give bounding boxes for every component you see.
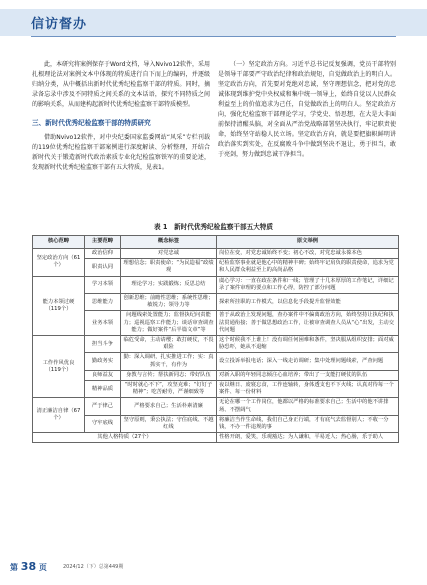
main-category-cell: 职责认同	[85, 259, 121, 276]
traits-table-container	[32, 235, 398, 443]
quote-cell: 对新入职的年轻同志倾注心血培养；带出了一支能打硬仗的队伍	[217, 370, 399, 380]
concept-tag-cell: “时时就心不下”，攻坚克难；“钉钉子精神”；吃苦耐劳，严谨细致等	[121, 381, 217, 398]
core-category-cell: 坚定政治方向（61个）	[33, 249, 85, 277]
section-heading: 三、新时代优秀纪检监察干部的特质研究	[32, 119, 151, 127]
concept-tag-cell: 理论学习；实践锻炼；反思总结	[121, 276, 217, 293]
main-category-cell: 良师益友	[85, 370, 121, 380]
concept-tag-cell: 对党忠诚	[121, 249, 217, 259]
header-rule	[31, 36, 396, 37]
main-category-cell: 守牢底线	[85, 415, 121, 432]
table-row	[33, 370, 399, 380]
concept-tag-cell: 坚守原则，秉公执法；守住底线、不越红线	[121, 415, 217, 432]
header-concept: 概念标签	[121, 236, 217, 249]
paragraph: 借助Nvivo12软件，对中央纪委国家监委网站“风采”专栏刊载的119位优秀纪检监察干部案例进行深度解读、分析整理，开结合新时代关于锻造新时代政治素质专业化纪检监察铁军的重要论述，发现新时代优秀纪检监察干部有五大特质，见表1。	[32, 134, 210, 171]
page-prefix: 第	[10, 563, 18, 572]
main-category-cell: 担当斗争	[85, 336, 121, 353]
concept-tag-cell: 临危受命，主动请缨；敢打硬仗，不畏艰险	[121, 336, 217, 353]
quote-cell: 无论在哪一个工作岗位，他都以严格的标准要求自己；生活中的他不讲排场、不摆阔气	[217, 398, 399, 415]
main-category-cell: 勤政务实	[85, 353, 121, 370]
header-core: 核心范畴	[33, 236, 85, 249]
table-row	[33, 398, 399, 415]
table-row	[33, 433, 399, 443]
quote-cell: 虞心学习：一直在政在条件和一线；管理了十几本厚厚的工作笔记，详细记录了案件审理的要点和工作心得，防控了部分问题	[217, 276, 399, 293]
paragraph: （一）坚定政治方向。习近平总书记反复强调，党员干部特别是领导干部要严守政治纪律和政治规矩，自觉做政治上的明白人。坚定政治方向，首先要对党绝对忠诚，坚守理想信念，把对党的忠诚体现到维护党中央权威和集中统一领导上，始终自觉以人民群众利益至上的价值追求为己任，自觉做政治上的明白人。坚定政治方向，强化纪检监察干部理论学习，学党史、悟思想，在大是大非面前保持清醒头脑，对全面从严治党战略部署坚决执行，牢记职责使命，始终坚守站稳人民立场。坚定政治方向，就是要把旗帜鲜明讲政治落实到实处，在反腐败斗争中做到坚决不退让，勇于担当，敢于亮剑，努力做到忠诚干净担当。	[218, 61, 396, 158]
main-category-cell: 严于律己	[85, 398, 121, 415]
other-traits-cell: 其他人格特质（27个）	[33, 433, 217, 443]
paragraph: 此，本研究将案例保存于Word文档，导入Nvivo12软件，采用扎根理论法对案例文本中体现的特质进行自下而上的编码，并逐级归纳分类，从中概括出新时代优秀纪检监察干部的特质。同时，摘录备忘录中涉及不同特质之间关系的文本话语，探究不同特质之间的影响关系，从而建构起新时代优秀纪检监察干部特质模型。	[32, 61, 210, 108]
table-row	[33, 249, 399, 259]
right-text-column	[218, 60, 396, 160]
concept-tag-cell: 创新思维；前瞻性思维；系统性思维；敏锐力；领导力等	[121, 294, 217, 311]
quote-cell: 设立投诉举报电话；深入一线走访调研；集中处理问题线索，严查问题	[217, 353, 399, 370]
quote-cell: 善于从政治上发现问题，查办案件中不偏离政治方向，始终坚持让执纪和执法贯通衔接；善于做思想政治工作，让被审查调查人员从“心”出发，主动交代问题	[217, 311, 399, 336]
concept-tag-cell: 理想信念；职责使命；“为民造福”政绩观	[121, 259, 217, 276]
table-header-row	[33, 236, 399, 249]
core-category-cell: 清正廉洁自律（67个）	[33, 398, 85, 433]
quote-cell: 岗位在变，对党忠诚始终不变；初心不改，对党忠诚永葆本色	[217, 249, 399, 259]
quote-cell: 夜以继日、废寝忘食，工作连轴转，身体透支也不下火线；认真对待每一个案件、每一份材料	[217, 381, 399, 398]
quote-cell: 探索所挂职的工作模式，以信息化手段提升监督效能	[217, 294, 399, 311]
concept-tag-cell: 严格要求自己；生活朴素清廉	[121, 398, 217, 415]
issue-info: 2024/12（下）总第449期	[63, 564, 124, 570]
table-row	[33, 311, 399, 336]
core-category-cell: 工作作风优良（119个）	[33, 336, 85, 398]
page-number-value: 38	[20, 560, 37, 573]
quote-cell: 这个时候我不上谁上！没有调任何困难和条件，坚决服从组织安排；面对威胁恐吓，她从不退缩	[217, 336, 399, 353]
header-theme: 主要范畴	[85, 236, 121, 249]
quote-cell: 将廉洁当作生命线，我们自己身正行端，才有底气去监督别人；不收一分钱，不办一件违规的事	[217, 415, 399, 432]
table-row	[33, 336, 399, 353]
page-number	[10, 560, 47, 573]
concept-tag-cell: 勤：深入调研，扎实推进工作；实：真抓实干，有作为	[121, 353, 217, 370]
main-category-cell: 精神品质	[85, 381, 121, 398]
quote-cell: 性格开朗，爱笑，乐观豁达；为人谦和，平易近人；热心肠，乐于助人	[217, 433, 399, 443]
main-category-cell: 政治信仰	[85, 249, 121, 259]
table-row	[33, 381, 399, 398]
main-category-cell: 业务本领	[85, 311, 121, 336]
core-category-cell: 能力本领过硬（119个）	[33, 276, 85, 335]
page-suffix: 页	[38, 563, 47, 572]
table-row	[33, 259, 399, 276]
main-category-cell: 学习本领	[85, 276, 121, 293]
table-caption: 表 1 新时代优秀纪检监察干部五大特质	[154, 223, 273, 231]
traits-table	[32, 235, 399, 443]
header-quote: 原文举例	[217, 236, 399, 249]
quote-cell: 纪检监察事业就是他心中的精神丰碑；始终牢记肩负的职责使命，追求为党和人民群众利益至上的高尚品格	[217, 259, 399, 276]
table-row	[33, 276, 399, 293]
concept-tag-cell: 问题线索处置能力；监督执纪问责能力；巡视巡察工作能力；谈话审查调查能力；做好案件“后半篇文章”等	[121, 311, 217, 336]
concept-tag-cell: 身教与言传；帮扶新同志；带好队伍	[121, 370, 217, 380]
left-text-column	[32, 60, 210, 173]
table-row	[33, 353, 399, 370]
table-row	[33, 415, 399, 432]
main-category-cell: 思维能力	[85, 294, 121, 311]
table-body	[33, 249, 399, 443]
table-row	[33, 294, 399, 311]
column-title: 信访督办	[31, 17, 88, 32]
